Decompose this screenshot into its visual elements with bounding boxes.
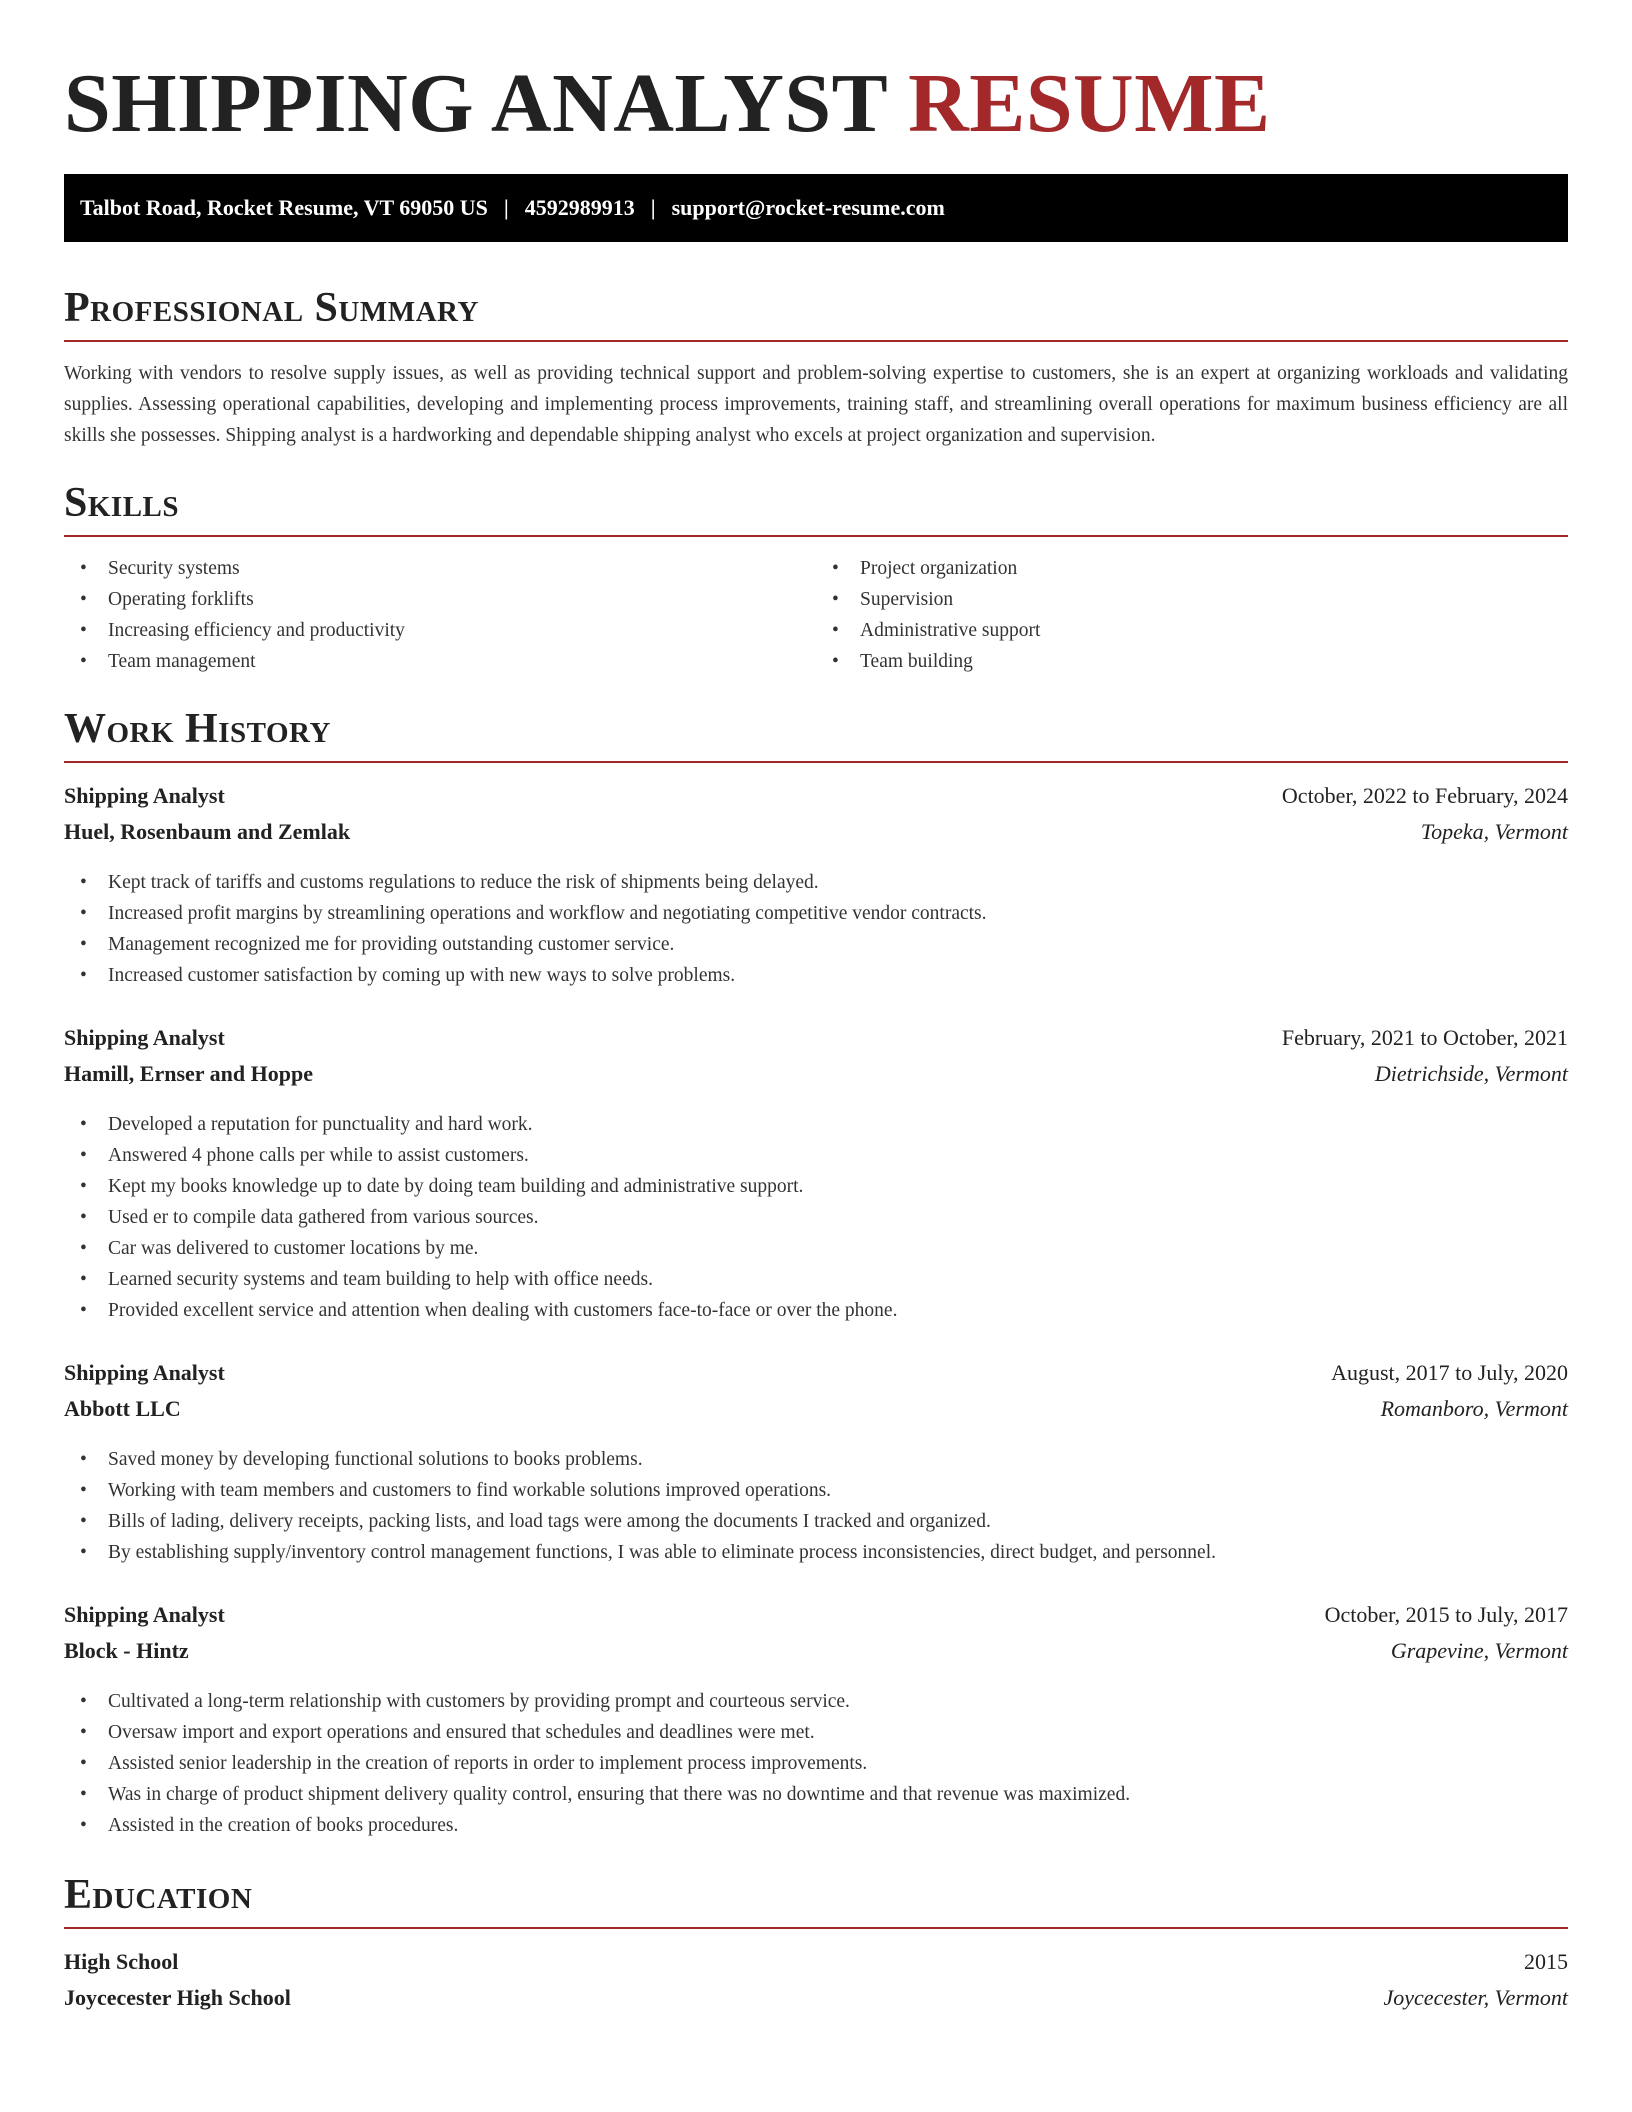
job-company: Abbott LLC bbox=[64, 1396, 181, 1421]
contact-separator: | bbox=[650, 195, 656, 220]
job-dates: October, 2022 to February, 2024 bbox=[1281, 783, 1568, 808]
job-entry bbox=[64, 1602, 1568, 1841]
job-bullet: • Learned security systems and team building to help with office needs. bbox=[64, 1264, 1568, 1295]
job-bullet: • Answered 4 phone calls per while to assist customers. bbox=[64, 1140, 1568, 1171]
skill-item: • Operating forklifts bbox=[64, 584, 816, 615]
education-degree: High School bbox=[64, 1949, 179, 1974]
job-bullet: • Provided excellent service and attention when dealing with customers face-to-face or over the phone. bbox=[64, 1295, 1568, 1326]
education-year: 2015 bbox=[1524, 1949, 1568, 1974]
summary-text: Working with vendors to resolve supply issues, as well as providing technical support and problem-solving expertise to customers, she is an expert at organizing workloads and validating supplies. Assessing operational capabilities, developing and implementing process improvements, training staff, and streamlining overall operations for maximum business efficiency are all skills she possesses. Shipping analyst is a hardworking and dependable shipping analyst who excels at project organization and supervision. bbox=[64, 363, 1568, 446]
skill-item: • Increasing efficiency and productivity bbox=[64, 615, 816, 646]
skills-section bbox=[64, 479, 1568, 677]
job-entry bbox=[64, 1025, 1568, 1326]
job-bullet: • Increased profit margins by streamlining operations and workflow and negotiating competitive vendor contracts. bbox=[64, 898, 1568, 929]
job-bullet: • Increased customer satisfaction by coming up with new ways to solve problems. bbox=[64, 960, 1568, 991]
job-bullets bbox=[64, 1444, 1568, 1568]
education-location: Joycecester, Vermont bbox=[1383, 1985, 1568, 2010]
job-bullet: • Used er to compile data gathered from various sources. bbox=[64, 1202, 1568, 1233]
section-heading-summary: Professional Summary bbox=[64, 284, 1568, 342]
job-title: Shipping Analyst bbox=[64, 1360, 225, 1385]
job-dates: February, 2021 to October, 2021 bbox=[1281, 1025, 1568, 1050]
skill-item: • Team building bbox=[816, 646, 1568, 677]
skill-item: • Security systems bbox=[64, 553, 816, 584]
resume-title bbox=[64, 56, 1568, 152]
title-main: SHIPPING ANALYST bbox=[64, 57, 887, 150]
job-bullet: • Saved money by developing functional solutions to books problems. bbox=[64, 1444, 1568, 1475]
contact-email: support@rocket-resume.com bbox=[671, 195, 945, 220]
skill-item: • Supervision bbox=[816, 584, 1568, 615]
job-entry bbox=[64, 1360, 1568, 1568]
job-company: Huel, Rosenbaum and Zemlak bbox=[64, 819, 351, 844]
job-dates: October, 2015 to July, 2017 bbox=[1324, 1602, 1568, 1627]
job-bullet: • Cultivated a long-term relationship with customers by providing prompt and courteous service. bbox=[64, 1686, 1568, 1717]
job-bullet: • Management recognized me for providing outstanding customer service. bbox=[64, 929, 1568, 960]
job-bullet: • Kept track of tariffs and customs regulations to reduce the risk of shipments being delayed. bbox=[64, 867, 1568, 898]
job-bullets bbox=[64, 1686, 1568, 1841]
job-bullet: • Bills of lading, delivery receipts, packing lists, and load tags were among the documents I tracked and organized. bbox=[64, 1506, 1568, 1537]
education-school: Joycecester High School bbox=[64, 1985, 291, 2010]
job-dates: August, 2017 to July, 2020 bbox=[1331, 1360, 1568, 1385]
skill-item: • Project organization bbox=[816, 553, 1568, 584]
education-section bbox=[64, 1871, 1568, 2021]
job-location: Grapevine, Vermont bbox=[1390, 1638, 1568, 1663]
job-entry bbox=[64, 783, 1568, 991]
contact-phone: 4592989913 bbox=[524, 195, 635, 220]
contact-bar bbox=[64, 174, 1568, 242]
contact-address: Talbot Road, Rocket Resume, VT 69050 US bbox=[80, 195, 488, 220]
job-location: Dietrichside, Vermont bbox=[1374, 1061, 1568, 1086]
section-heading-education: Education bbox=[64, 1871, 1568, 1929]
job-bullet: • Oversaw import and export operations and ensured that schedules and deadlines were met. bbox=[64, 1717, 1568, 1748]
job-company: Block - Hintz bbox=[64, 1638, 189, 1663]
job-bullet: • Assisted senior leadership in the creation of reports in order to implement process improvements. bbox=[64, 1748, 1568, 1779]
job-location: Topeka, Vermont bbox=[1420, 819, 1568, 844]
skill-item: • Team management bbox=[64, 646, 816, 677]
job-bullet: • Was in charge of product shipment delivery quality control, ensuring that there was no downtime and that revenue was maximized. bbox=[64, 1779, 1568, 1810]
section-heading-work-history: Work History bbox=[64, 705, 1568, 763]
job-bullet: • Developed a reputation for punctuality and hard work. bbox=[64, 1109, 1568, 1140]
contact-separator: | bbox=[503, 195, 509, 220]
skills-list-left bbox=[64, 553, 816, 677]
skills-columns bbox=[64, 553, 1568, 677]
job-bullets bbox=[64, 1109, 1568, 1326]
job-company: Hamill, Ernser and Hoppe bbox=[64, 1061, 313, 1086]
job-bullet: • Assisted in the creation of books procedures. bbox=[64, 1810, 1568, 1841]
title-accent: RESUME bbox=[908, 57, 1271, 150]
education-entry bbox=[64, 1949, 1568, 2021]
section-heading-skills: Skills bbox=[64, 479, 1568, 537]
job-location: Romanboro, Vermont bbox=[1380, 1396, 1568, 1421]
job-bullet: • Car was delivered to customer locations by me. bbox=[64, 1233, 1568, 1264]
job-bullet: • Kept my books knowledge up to date by doing team building and administrative support. bbox=[64, 1171, 1568, 1202]
skill-item: • Administrative support bbox=[816, 615, 1568, 646]
job-title: Shipping Analyst bbox=[64, 783, 225, 808]
summary-section bbox=[64, 284, 1568, 451]
job-title: Shipping Analyst bbox=[64, 1602, 225, 1627]
job-bullet: • Working with team members and customers to find workable solutions improved operations. bbox=[64, 1475, 1568, 1506]
work-history-section bbox=[64, 705, 1568, 1841]
skills-list-right bbox=[816, 553, 1568, 677]
job-title: Shipping Analyst bbox=[64, 1025, 225, 1050]
job-bullets bbox=[64, 867, 1568, 991]
job-bullet: • By establishing supply/inventory control management functions, I was able to eliminate process inconsistencies, direct budget, and personnel. bbox=[64, 1537, 1568, 1568]
